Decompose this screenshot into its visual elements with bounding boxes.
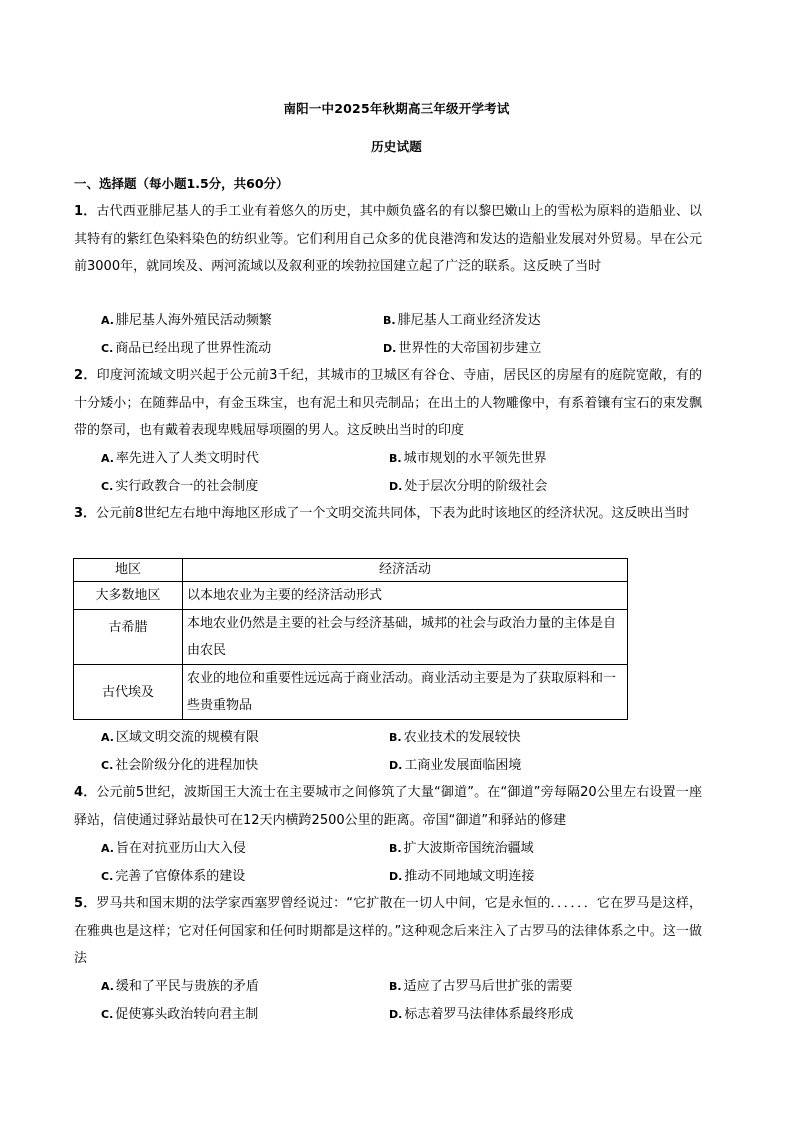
question-2-stem [74, 362, 702, 445]
question-number: 3． [74, 506, 97, 521]
question-1-option-d[interactable]: D. 世界性的大帝国初步建立 [383, 341, 542, 356]
question-number: 4． [74, 785, 97, 800]
question-5-stem [74, 890, 702, 973]
question-3-option-b[interactable]: B. 农业技术的发展较快 [389, 730, 521, 745]
question-4-option-a[interactable]: A. 旨在对抗亚历山大入侵 [101, 841, 246, 856]
question-2-option-a[interactable]: A. 率先进入了人类文明时代 [101, 451, 259, 466]
question-4-stem [74, 779, 702, 834]
question-2-option-d[interactable]: D. 处于层次分明的阶级社会 [389, 479, 548, 494]
question-number: 1． [74, 204, 97, 219]
question-text: 公元前8世纪左右地中海地区形成了一个文明交流共同体，下表为此时该地区的经济状况。这反映出当时 [96, 506, 690, 521]
question-3-option-a[interactable]: A. 区域文明交流的规模有限 [101, 730, 259, 745]
table-cell-region: 古代埃及 [74, 665, 183, 720]
subject-title: 历史试题 [371, 139, 422, 154]
question-2-option-b[interactable]: B. 城市规划的水平领先世界 [389, 451, 547, 466]
question-2-option-c[interactable]: C. 实行政教合一的社会制度 [101, 479, 259, 494]
table-cell-region: 大多数地区 [74, 582, 183, 610]
question-5-option-b[interactable]: B. 适应了古罗马后世扩张的需要 [389, 979, 573, 994]
economy-table [73, 558, 628, 720]
question-number: 5． [74, 896, 97, 911]
question-1-option-c[interactable]: C. 商品已经出现了世界性流动 [101, 341, 272, 356]
table-row [74, 665, 628, 720]
table-header-activity: 经济活动 [183, 559, 628, 582]
question-3-option-c[interactable]: C. 社会阶级分化的进程加快 [101, 758, 259, 773]
question-3-option-d[interactable]: D. 工商业发展面临困境 [389, 758, 522, 773]
question-5-option-d[interactable]: D. 标志着罗马法律体系最终形成 [389, 1007, 574, 1022]
question-number: 2． [74, 368, 97, 383]
table-header-row [74, 559, 628, 582]
question-3-stem [74, 500, 702, 528]
question-5-option-c[interactable]: C. 促使寡头政治转向君主制 [101, 1007, 259, 1022]
table-header-region: 地区 [74, 559, 183, 582]
question-4-option-d[interactable]: D. 推动不同地域文明连接 [389, 869, 535, 884]
question-text: 公元前5世纪，波斯国王大流士在主要城市之间修筑了大量“御道”。在“御道”旁每隔20公里左右设置一座驿站，信使通过驿站最快可在12天内横跨2500公里的距离。帝国“御道”和驿站的修建 [74, 785, 702, 828]
question-1-stem [74, 198, 702, 281]
table-cell-activity: 本地农业仍然是主要的社会与经济基础，城邦的社会与政治力量的主体是自由农民 [183, 610, 628, 665]
question-4-option-c[interactable]: C. 完善了官僚体系的建设 [101, 869, 246, 884]
table-row [74, 582, 628, 610]
question-text: 罗马共和国末期的法学家西塞罗曾经说过：“它扩散在一切人中间，它是永恒的．．．．．．它在罗马是这样，在雅典也是这样；它对任何国家和任何时期都是这样的。”这种观念后来注入了古罗马的法律体系之中。这一做法 [74, 896, 702, 966]
question-1-option-a[interactable]: A. 腓尼基人海外殖民活动频繁 [101, 313, 272, 328]
question-4-option-b[interactable]: B. 扩大波斯帝国统治疆域 [389, 841, 534, 856]
question-1-option-b[interactable]: B. 腓尼基人工商业经济发达 [383, 313, 541, 328]
exam-title: 南阳一中2025年秋期高三年级开学考试 [283, 101, 510, 116]
section-heading: 一、选择题（每小题1.5分，共60分） [74, 176, 289, 191]
question-text: 印度河流域文明兴起于公元前3千纪，其城市的卫城区有谷仓、寺庙，居民区的房屋有的庭院宽敞，有的十分矮小；在随葬品中，有金玉珠宝，也有泥土和贝壳制品；在出土的人物雕像中，有系着镶有宝石的束发飘带的祭司，也有戴着表现卑贱屈辱项圈的男人。这反映出当时的印度 [74, 368, 702, 438]
table-cell-region: 古希腊 [74, 610, 183, 665]
question-5-option-a[interactable]: A. 缓和了平民与贵族的矛盾 [101, 979, 259, 994]
table-row [74, 610, 628, 665]
question-text: 古代西亚腓尼基人的手工业有着悠久的历史，其中颇负盛名的有以黎巴嫩山上的雪松为原料的造船业、以其特有的紫红色染料染色的纺织业等。它们利用自己众多的优良港湾和发达的造船业发展对外贸易。早在公元前3000年，就同埃及、两河流域以及叙利亚的埃勃拉国建立起了广泛的联系。这反映了当时 [74, 204, 702, 274]
table-cell-activity: 农业的地位和重要性远远高于商业活动。商业活动主要是为了获取原料和一些贵重物品 [183, 665, 628, 720]
table-cell-activity: 以本地农业为主要的经济活动形式 [183, 582, 628, 610]
